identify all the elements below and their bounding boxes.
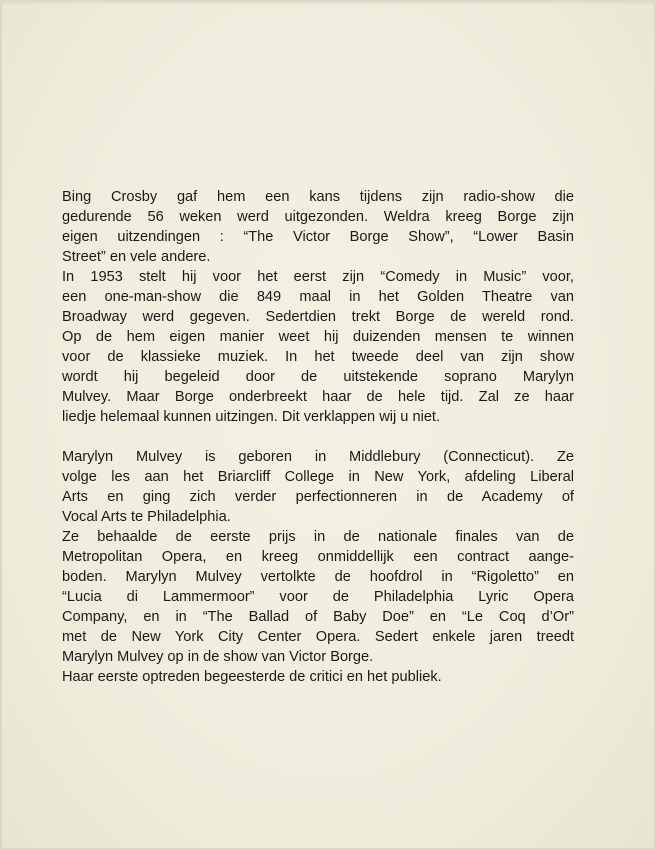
paragraph-comedy-in-music (62, 267, 574, 427)
text-line: “Lucia di Lammermoor” voor de Philadelphia Lyric Opera (62, 589, 574, 605)
body-text (62, 187, 574, 687)
text-line: gedurende 56 weken werd uitgezonden. Weldra kreeg Borge zijn (62, 209, 574, 225)
text-line: In 1953 stelt hij voor het eerst zijn “Comedy in Music” voor, (62, 269, 574, 285)
text-line: Op de hem eigen manier weet hij duizenden mensen te winnen (62, 329, 574, 345)
text-line: wordt hij begeleid door de uitstekende soprano Marylyn (62, 369, 574, 385)
text-line: voor de klassieke muziek. In het tweede deel van zijn show (62, 349, 574, 365)
text-line: Bing Crosby gaf hem een kans tijdens zijn radio-show die (62, 189, 574, 205)
text-line: Vocal Arts te Philadelphia. (62, 509, 231, 525)
page-edge-shadow (0, 0, 656, 6)
text-line: Arts en ging zich verder perfectionneren in de Academy of (62, 489, 574, 505)
paragraph-crosby (62, 187, 574, 267)
text-line: Marylyn Mulvey is geboren in Middlebury (Connecticut). Ze (62, 449, 574, 465)
text-line: Metropolitan Opera, en kreeg onmiddellijk een contract aange- (62, 549, 574, 565)
paragraph-mulvey-birth (62, 447, 574, 527)
text-line: boden. Marylyn Mulvey vertolkte de hoofdrol in “Rigoletto” en (62, 569, 574, 585)
text-line: met de New York City Center Opera. Sedert enkele jaren treedt (62, 629, 574, 645)
paragraph-mulvey-debut (62, 667, 574, 687)
paragraph-mulvey-career (62, 527, 574, 667)
paragraph-gap (62, 427, 574, 447)
text-line: Company, en in “The Ballad of Baby Doe” en “Le Coq d’Or” (62, 609, 574, 625)
text-line: volge les aan het Briarcliff College in New York, afdeling Liberal (62, 469, 574, 485)
text-line: Street” en vele andere. (62, 249, 211, 265)
text-line: Marylyn Mulvey op in de show van Victor Borge. (62, 649, 374, 665)
text-line: Haar eerste optreden begeesterde de critici en het publiek. (62, 669, 442, 685)
text-line: Broadway werd gegeven. Sedertdien trekt Borge de wereld rond. (62, 309, 574, 325)
text-line: liedje helemaal kunnen uitzingen. Dit verklappen wij u niet. (62, 409, 441, 425)
text-line: Mulvey. Maar Borge onderbreekt haar de hele tijd. Zal ze haar (62, 389, 574, 405)
text-line: eigen uitzendingen : “The Victor Borge Show”, “Lower Basin (62, 229, 574, 245)
text-line: een one-man-show die 849 maal in het Golden Theatre van (62, 289, 574, 305)
text-line: Ze behaalde de eerste prijs in de nationale finales van de (62, 529, 574, 545)
